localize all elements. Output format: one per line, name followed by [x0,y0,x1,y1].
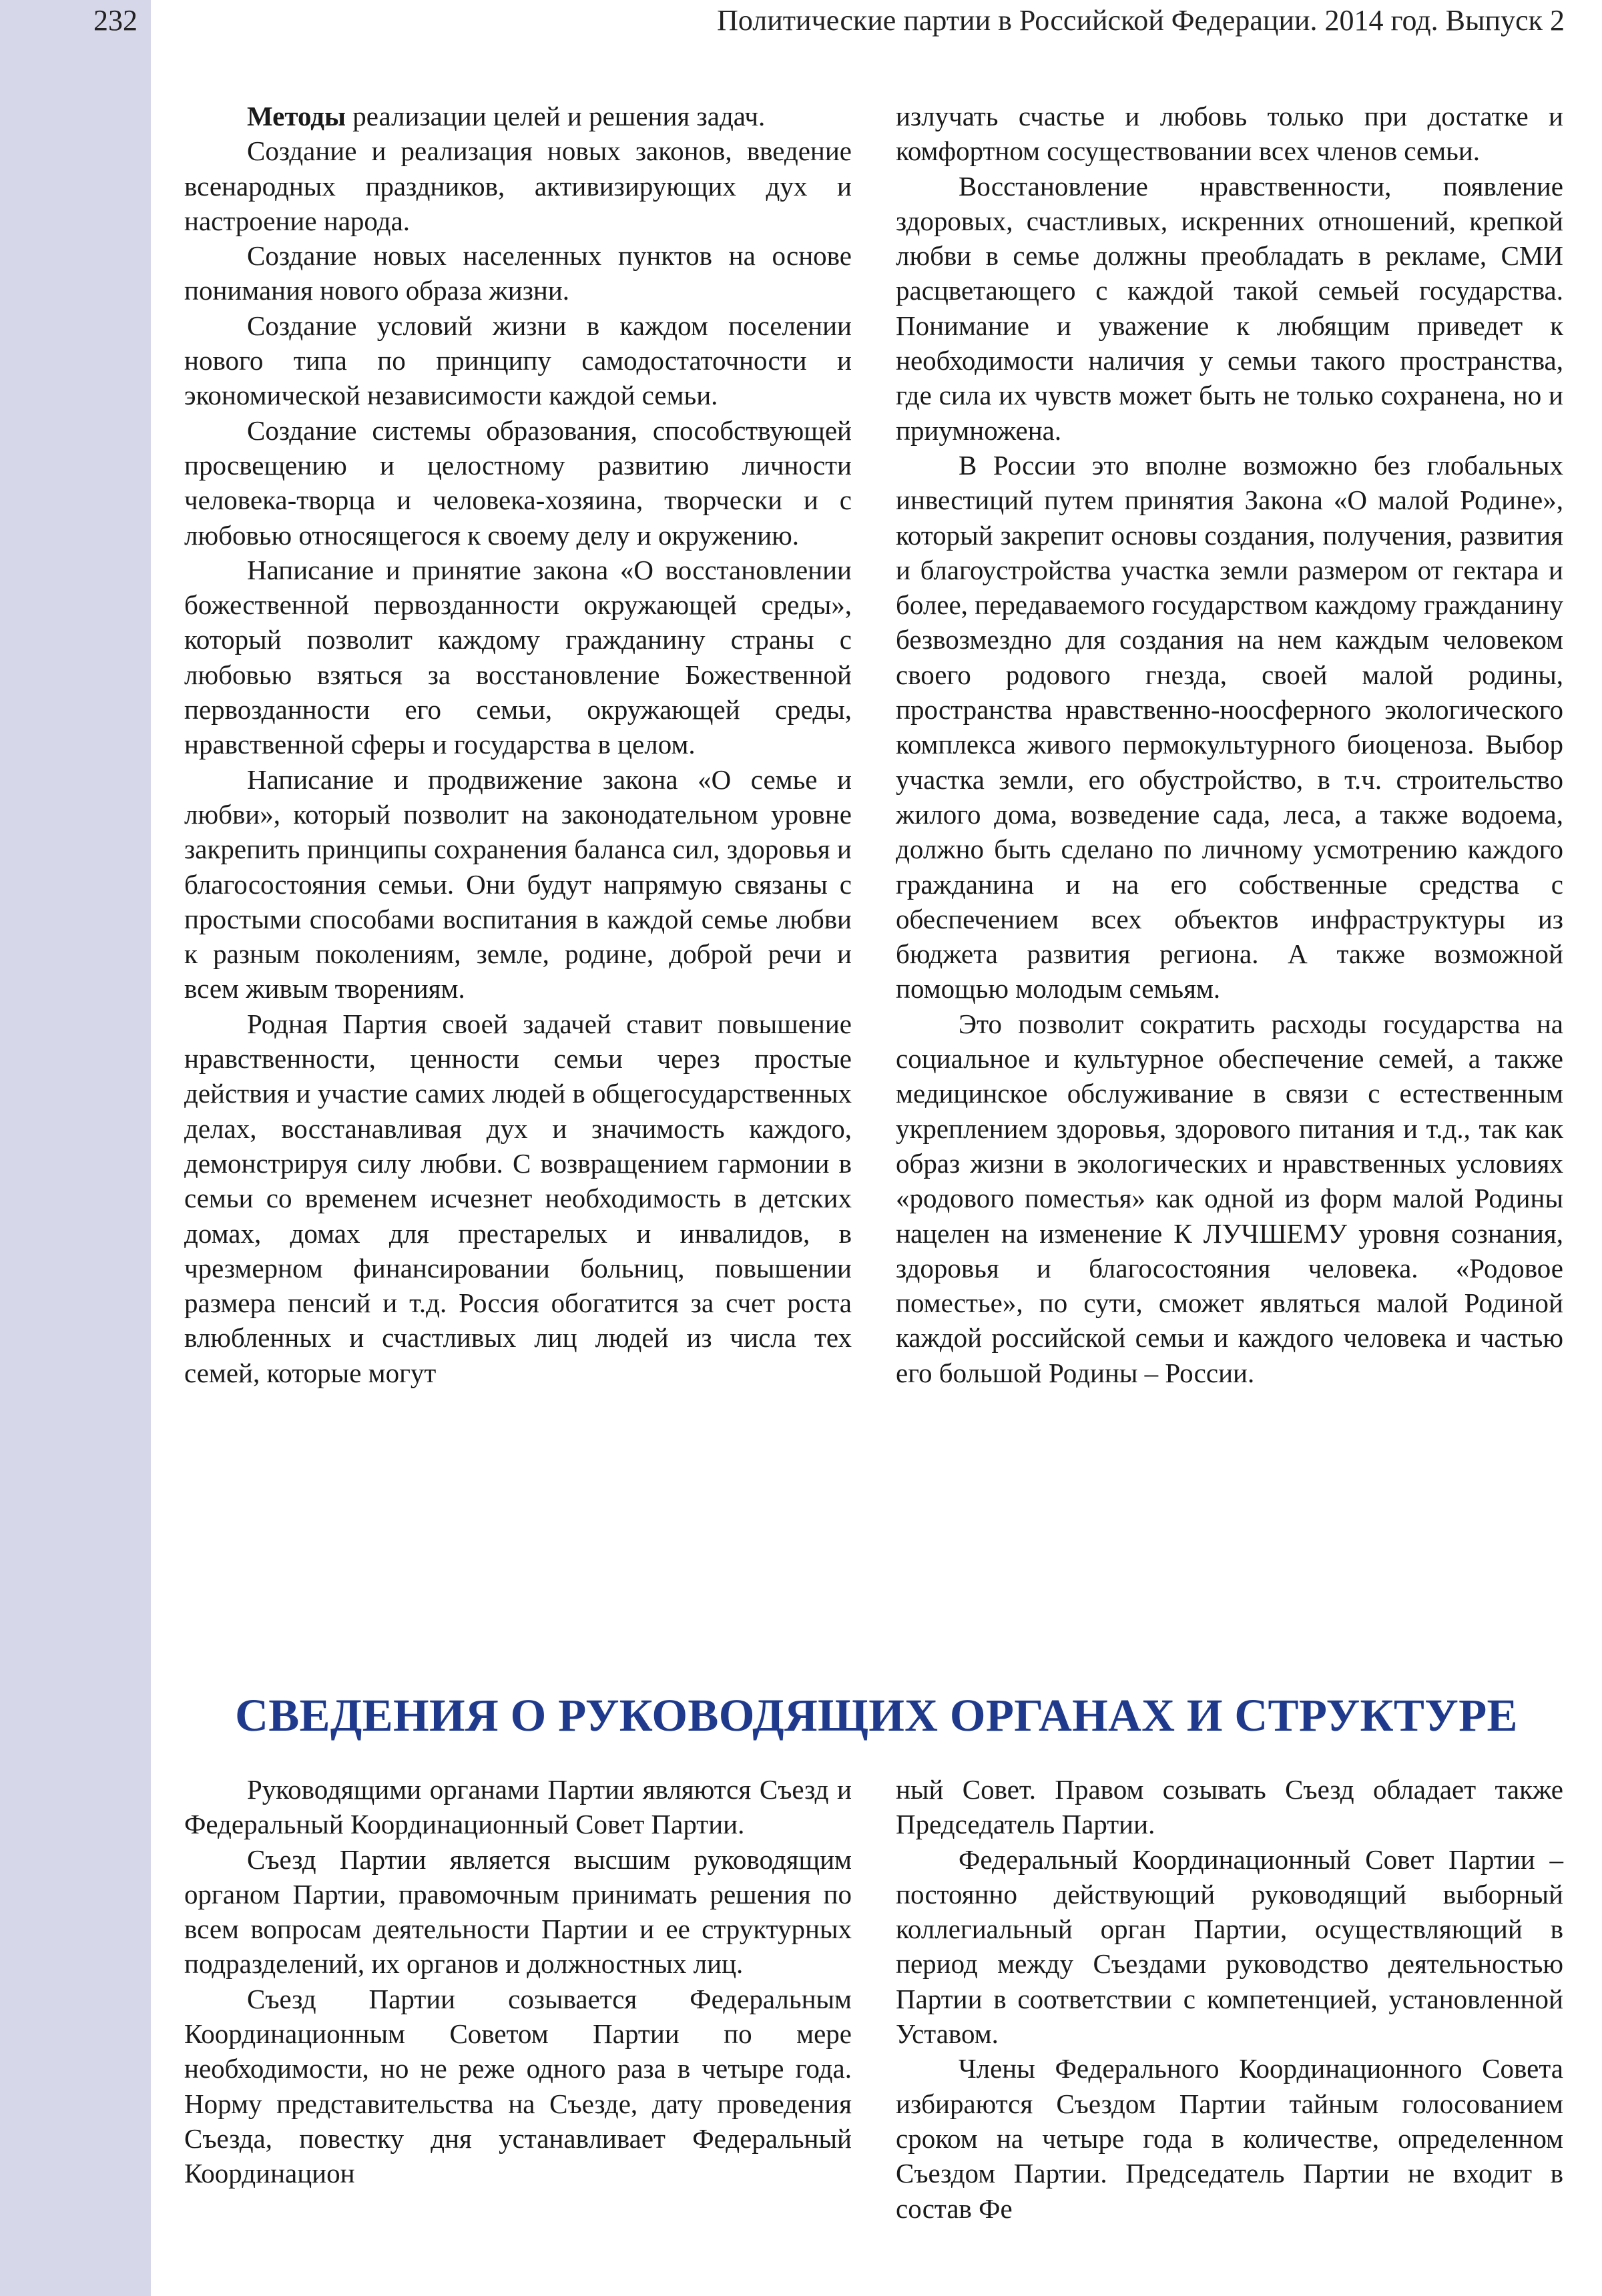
top-right-column [896,99,1563,1390]
paragraph: Написание и продвижение закона «О семье и любви», который позволит на законодательном уровне закрепить принципы сохранения баланса сил, здоровья и благосостояния семьи. Они будут напрямую связаны с простыми способами воспитания в каждой семье любви к разным поколениям, земле, родине, доброй речи и всем живым творениям. [184,764,852,1005]
paragraph: Родная Партия своей задачей ставит повышение нравственности, ценности семьи через простые действия и участие самих людей в общегосударственных делах, восстанавливая дух и значимость каждого, демонстрируя силу любви. С возвращением гармонии в семьи со временем исчезнет необходимость в детских домах, домах для престарелых и инвалидов, в чрезмерном финансировании больниц, повышении размера пенсий и т.д. Россия обогатится за счет роста влюбленных и счастливых лиц людей из числа тех семей, которые могут [184,1008,852,1388]
paragraph: Создание условий жизни в каждом поселении нового типа по принципу самодостаточности и экономической независимости каждой семьи. [184,310,852,411]
section-heading: СВЕДЕНИЯ О РУКОВОДЯЩИХ ОРГАНАХ И СТРУКТУРЕ [235,1690,1518,1741]
paragraph-continuation: излучать счастье и любовь только при достатке и комфортном сосуществовании всех членов семьи. [896,101,1563,167]
paragraph: Съезд Партии является высшим руководящим органом Партии, правомочным принимать решения по всем вопросам деятельности Партии и ее структурных подразделений, их органов и должностных лиц. [184,1843,852,1980]
top-left-column [184,99,852,1390]
paragraph-continuation: ный Совет. Правом созывать Съезд обладает также Председатель Партии. [896,1774,1563,1840]
paragraph: Руководящими органами Партии являются Съезд и Федеральный Координационный Совет Партии. [184,1774,852,1840]
paragraph: Восстановление нравственности, появление здоровых, счастливых, искренних отношений, крепкой любви в семье должны преобладать в рекламе, СМИ расцветающего с каждой такой семьей государства. Понимание и уважение к любящим приведет к необходимости наличия у семьи такого пространства, где сила их чувств может быть не только сохранена, но и приумножена. [896,170,1563,446]
paragraph [184,99,852,133]
paragraph: Создание новых населенных пунктов на основе понимания нового образа жизни. [184,240,852,306]
paragraph: Создание и реализация новых законов, введение всенародных праздников, активизирующих дух и настроение народа. [184,135,852,236]
paragraph: Это позволит сократить расходы государства на социальное и культурное обеспечение семей, а также медицинское обслуживание в связи с естественным укреплением здоровья, здорового питания и т.д., так как образ жизни в экологических и нравственных условиях «родового поместья» как одной из форм малой Родины нацелен на изменение К ЛУЧШЕМУ уровня сознания, здоровья и благосостояния человека. «Родовое поместье», по сути, сможет являться малой Родиной каждой российской семьи и каждого человека и частью его большой Родины – России. [896,1008,1563,1388]
paragraph: Федеральный Координационный Совет Партии – постоянно действующий руководящий выборный коллегиальный орган Партии, осуществляющий в период между Съездами руководство деятельностью Партии в соответствии с компетенцией, установленной Уставом. [896,1843,1563,2050]
paragraph: В России это вполне возможно без глобальных инвестиций путем принятия Закона «О малой Родине», который закрепит основы создания, получения, развития и благоустройства участка земли размером от гектара и более, передаваемого государством каждому гражданину безвозмездно для создания на нем каждым человеком своего родового гнезда, своей малой родины, пространства нравственно-ноосферного экологического комплекса живого пермокультурного биоценоза. Выбор участка земли, его обустройство, в т.ч. строительство жилого дома, возведение сада, леса, а также водоема, должно быть сделано по личному усмотрению каждого гражданина и на его собственные средства с обеспечением всех объектов инфраструктуры из бюджета развития региона. А также возможной помощью молодым семьям. [896,449,1563,1005]
left-margin-band [0,0,151,2296]
paragraph: Съезд Партии созывается Федеральным Координационным Советом Партии по мере необходимости, но не реже одного раза в четыре года. Норму представительства на Съезде, дату проведения Съезда, повестку дня устанавливает Федеральный Координацион [184,1983,852,2189]
page-number: 232 [93,4,138,37]
bold-term: Методы [247,101,346,131]
paragraph: Написание и принятие закона «О восстановлении божественной первозданности окружающей среды», который позволит каждому гражданину страны с любовью взяться за восстановление Божественной первозданности его семьи, окружающей среды, нравственной сферы и государства в целом. [184,554,852,760]
paragraph: Создание системы образования, способствующей просвещению и целостному развитию личности человека-творца и человека-хозяина, творчески и с любовью относящегося к своему делу и окружению. [184,414,852,551]
bottom-left-column [184,1772,852,2191]
paragraph-text: реализации целей и решения задач. [346,101,766,131]
running-header-title: Политические партии в Российской Федерации. 2014 год. Выпуск 2 [717,4,1565,37]
paragraph: Члены Федерального Координационного Совета избираются Съездом Партии тайным голосованием сроком на четыре года в количестве, определенном Съездом Партии. Председатель Партии не входит в состав Фе [896,2053,1563,2224]
bottom-right-column [896,1772,1563,2226]
